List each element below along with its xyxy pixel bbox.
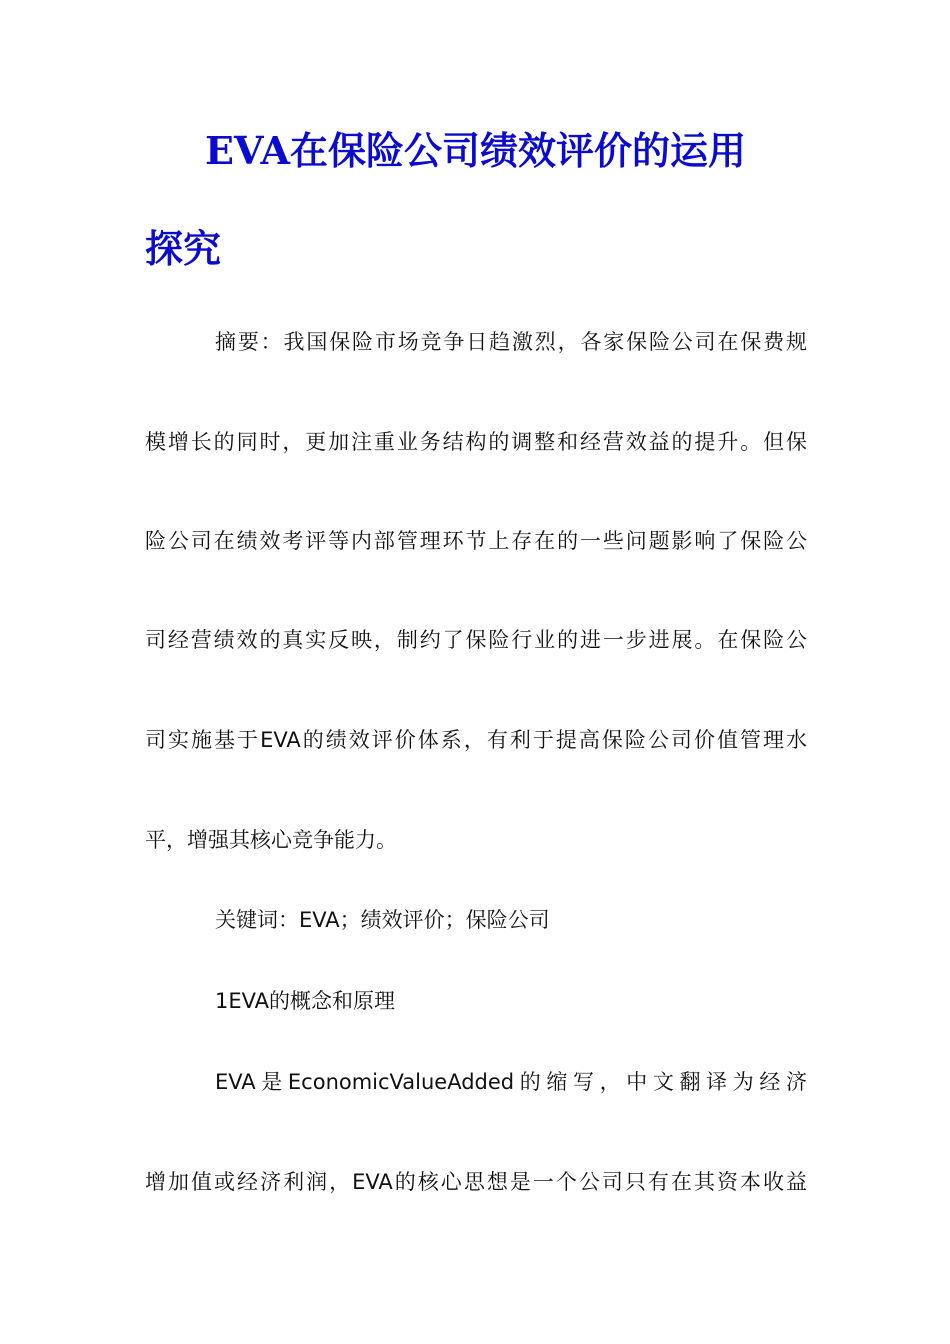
document-title-line-1: EVA在保险公司绩效评价的运用 [205,128,746,173]
abstract-line-1: 摘要：我国保险市场竞争日趋激烈，各家保险公司在保费规 [215,330,807,354]
abstract-line-3: 险公司在绩效考评等内部管理环节上存在的一些问题影响了保险公 [145,529,807,553]
body-line-2: 增加值或经济利润，EVA的核心思想是一个公司只有在其资本收益 [145,1170,807,1194]
abstract-line-4: 司经营绩效的真实反映，制约了保险行业的进一步进展。在保险公 [145,628,807,652]
abstract-line-6: 平，增强其核心竞争能力。 [145,828,397,852]
keywords-line: 关键词：EVA；绩效评价；保险公司 [215,908,550,932]
document-title-line-2: 探究 [145,226,222,271]
body-line-1: EVA是EconomicValueAdded的缩写，中文翻译为经济 [215,1070,807,1094]
section-heading: 1EVA的概念和原理 [215,989,396,1013]
abstract-line-2: 模增长的同时，更加注重业务结构的调整和经营效益的提升。但保 [145,430,807,454]
abstract-line-5: 司实施基于EVA的绩效评价体系，有利于提高保险公司价值管理水 [145,728,807,752]
